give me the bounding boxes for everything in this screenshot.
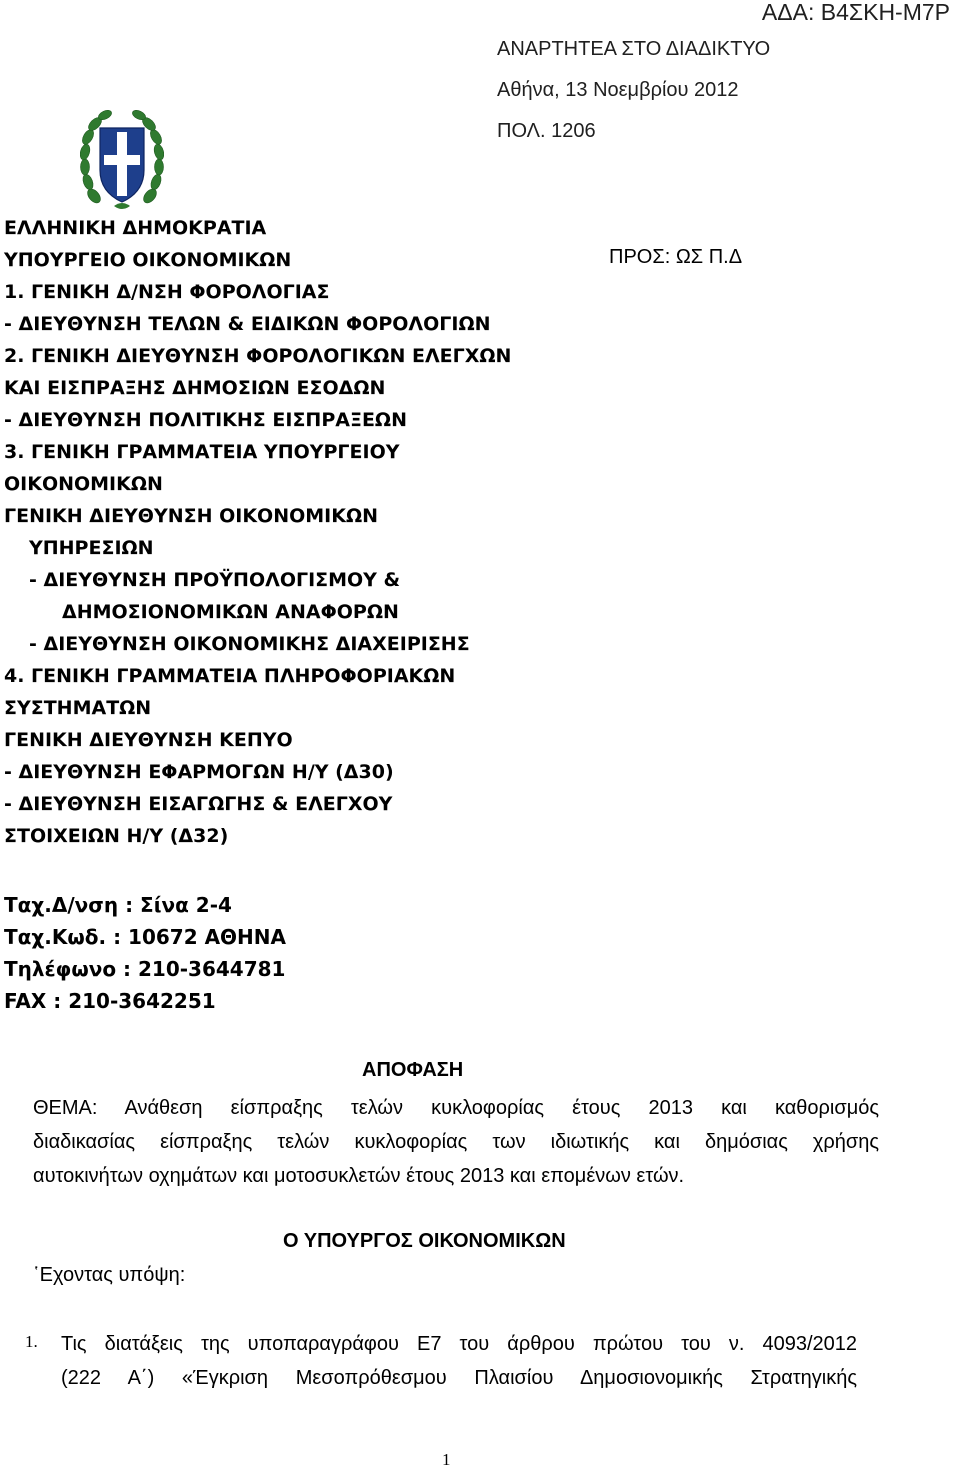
org-line-applications-d30: - ΔΙΕΥΘΥΝΣΗ ΕΦΑΡΜΟΓΩΝ Η/Υ (Δ30) [4,761,394,783]
list-item-line: (222 Α΄) «Έγκριση Μεσοπρόθεσμου Πλαισίου Δημοσιονομικής Στρατηγικής [61,1367,857,1389]
org-line-secretariat: 3. ΓΕΝΙΚΗ ΓΡΑΜΜΑΤΕΙΑ ΥΠΟΥΡΓΕΙΟΥ [4,441,400,463]
posting-notice: ΑΝΑΡΤΗΤΕΑ ΣΤΟ ΔΙΑΔΙΚΤΥΟ [497,38,771,60]
decision-title: ΑΠΟΦΑΣΗ [362,1059,464,1081]
list-item-line: Τις διατάξεις της υποπαραγράφου Ε7 του άρθρου πρώτου του ν. 4093/2012 [61,1333,857,1355]
org-line-collection-policy: - ΔΙΕΥΘΥΝΣΗ ΠΟΛΙΤΙΚΗΣ ΕΙΣΠΡΑΞΕΩΝ [4,409,407,431]
org-line-secretariat-cont: ΟΙΚΟΝΟΜΙΚΩΝ [4,473,163,495]
org-line-financial-management: - ΔΙΕΥΘΥΝΣΗ ΟΙΚΟΝΟΜΙΚΗΣ ΔΙΑΧΕΙΡΙΣΗΣ [29,633,470,655]
org-line-information-systems: 4. ΓΕΝΙΚΗ ΓΡΑΜΜΑΤΕΙΑ ΠΛΗΡΟΦΟΡΙΑΚΩΝ [4,665,456,687]
contact-postcode: Ταχ.Κωδ. : 10672 ΑΘΗΝΑ [4,925,287,949]
org-line-customs-directorate: - ΔΙΕΥΘΥΝΣΗ ΤΕΛΩΝ & ΕΙΔΙΚΩΝ ΦΟΡΟΛΟΓΙΩΝ [4,313,491,335]
org-line-financial-services-cont: ΥΠΗΡΕΣΙΩΝ [29,537,154,559]
org-line-budget-directorate: - ΔΙΕΥΘΥΝΣΗ ΠΡΟΫΠΟΛΟΓΙΣΜΟΥ & [29,569,401,591]
minister-heading: Ο ΥΠΟΥΡΓΟΣ ΟΙΚΟΝΟΜΙΚΩΝ [283,1230,566,1252]
org-line-revenue-collection: ΚΑΙ ΕΙΣΠΡΑΞΗΣ ΔΗΜΟΣΙΩΝ ΕΣΟΔΩΝ [4,377,386,399]
org-line-data-entry-d32: ΣΤΟΙΧΕΙΩΝ Η/Υ (Δ32) [4,825,229,847]
document-date: Αθήνα, 13 Νοεμβρίου 2012 [497,79,739,101]
org-line-republic: ΕΛΛΗΝΙΚΗ ΔΗΜΟΚΡΑΤΙΑ [4,217,267,239]
subject-line: διαδικασίας είσπραξης τελών κυκλοφορίας των ιδιωτικής και δημόσιας χρήσης [33,1131,879,1153]
decision-subject [33,1091,879,1193]
contact-fax: FAX : 210-3642251 [4,989,216,1013]
org-line-data-entry: - ΔΙΕΥΘΥΝΣΗ ΕΙΣΑΓΩΓΗΣ & ΕΛΕΓΧΟΥ [4,793,393,815]
list-item [61,1327,857,1395]
greek-coat-of-arms-emblem [80,108,164,214]
org-line-tax-audit-directorate: 2. ΓΕΝΙΚΗ ΔΙΕΥΘΥΝΣΗ ΦΟΡΟΛΟΓΙΚΩΝ ΕΛΕΓΧΩΝ [4,345,512,367]
org-line-ministry: ΥΠΟΥΡΓΕΙΟ ΟΙΚΟΝΟΜΙΚΩΝ [4,249,292,271]
recipient: ΠΡΟΣ: ΩΣ Π.Δ [609,246,743,268]
page-number: 1 [442,1450,451,1469]
list-item-number: 1. [25,1332,38,1351]
org-line-kepyo: ΓΕΝΙΚΗ ΔΙΕΥΘΥΝΣΗ ΚΕΠΥΟ [4,729,293,751]
org-line-financial-services: ΓΕΝΙΚΗ ΔΙΕΥΘΥΝΣΗ ΟΙΚΟΝΟΜΙΚΩΝ [4,505,379,527]
org-line-budget-directorate-cont: ΔΗΜΟΣΙΟΝΟΜΙΚΩΝ ΑΝΑΦΟΡΩΝ [62,601,399,623]
org-line-information-systems-cont: ΣΥΣΤΗΜΑΤΩΝ [4,697,152,719]
considering-label: ῾Εχοντας υπόψη: [33,1264,186,1286]
subject-line: αυτοκινήτων οχημάτων και μοτοσυκλετών έτους 2013 και επομένων ετών. [33,1165,685,1187]
subject-line: ΘΕΜΑ: Ανάθεση είσπραξης τελών κυκλοφορίας έτους 2013 και καθορισμός [33,1097,879,1119]
org-line-tax-directorate: 1. ΓΕΝΙΚΗ Δ/ΝΣΗ ΦΟΡΟΛΟΓΙΑΣ [4,281,330,303]
protocol-number: ΠΟΛ. 1206 [497,120,596,142]
ada-code: ΑΔΑ: Β4ΣΚΗ-Μ7Ρ [761,0,950,25]
contact-address: Ταχ.Δ/νση : Σίνα 2-4 [4,893,232,917]
contact-phone: Τηλέφωνο : 210-3644781 [4,957,286,981]
